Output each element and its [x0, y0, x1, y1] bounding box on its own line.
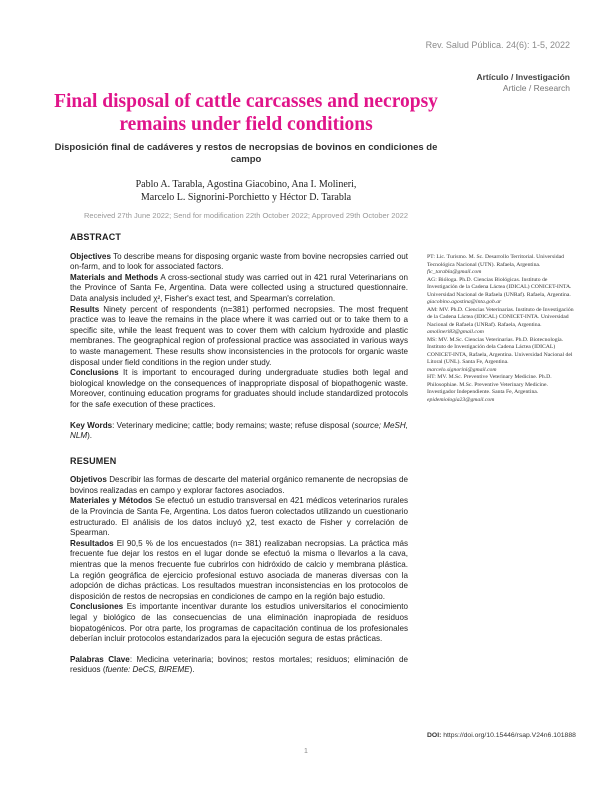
email-ms: marcelo.signorini@gmail.com: [427, 366, 497, 373]
journal-reference: Rev. Salud Pública. 24(6): 1-5, 2022: [425, 40, 570, 50]
resumen-results: Resultados El 90,5 % de los encuestados (n= 381) realizaban necropsias. La práctica más frecuente fue dejar los restos en el lugar donde se efectuó la misma o llevarlos a la cava, mientras que la menos frecuente fue cubrirlos con hidróxido de calcio y membrana plástica. La región geográfica de ejercicio profesional estuvo asociada de maneras diversas con la adopción de dichas prácticas. Los resultados muestran inconsistencias en los protocolos de disposición de restos de necropsias en condiciones de campo en la región bajo estudio.: [70, 538, 409, 601]
abstract-keywords: Key Words: Veterinary medicine; cattle; body remains; waste; refuse disposal (source; MeSH, NLM).: [70, 420, 408, 441]
paper-subtitle: Disposición final de cadáveres y restos de necropsias de bovinos en condiciones de campo: [54, 142, 438, 165]
affiliation-am: AM: MV. Ph.D. Ciencias Veterinarias. Instituto de Investigación de la Cadena Láctea (IDICAL) CONICET-INTA. Universidad Nacional de Rafaela (UNRaf). Rafaela, Argentina.: [427, 306, 574, 328]
resumen-keywords: Palabras Clave: Medicina veterinaria; bovinos; restos mortales; residuos; eliminación de residuos (fuente: DeCS, BIREME).: [70, 654, 408, 675]
authors-line-2: Marcelo L. Signorini-Porchietto y Héctor D. Tarabla: [140, 192, 352, 203]
resumen-heading: RESUMEN: [70, 455, 117, 466]
received-dates: Received 27th June 2022; Send for modification 22th October 2022; Approved 29th October 2022: [84, 211, 408, 220]
affiliation-ag: AG: Bióloga. Ph.D. Ciencias Biológicas. Instituto de Investigación de la Cadena Láctea (IDICAL) CONICET-INTA. Universidad Nacional de Rafaela (UNRaf). Rafaela, Argentina.: [427, 276, 572, 298]
affiliation-pt: PT: Lic. Turismo. M. Sc. Desarrollo Territorial. Universidad Tecnológica Nacional (UTN). Rafaela, Argentina.: [427, 254, 564, 268]
affiliation-ht: HT: MV. M.Sc. Preventive Veterinary Medicine. Ph.D. Philosophiae. M.Sc. Preventive Veterinary Medicine. Investigador Independiente. Santa Fe, Argentina.: [427, 374, 552, 395]
email-am: amolineri83@gmail.com: [427, 329, 484, 335]
author-list: [42, 178, 450, 204]
page-number: 1: [304, 748, 308, 755]
resumen-conclusions: Conclusiones Es importante incentivar durante los estudios universitarios el conocimiento legal y biológico de las consecuencias de una eliminación inapropiada de residuos biopatogénicos. Por otra parte, los programas de capacitación continua de los profesionales deberían incluir protocolos estandarizados para la ejecución segura de estas prácticas.: [70, 602, 408, 644]
article-type: [476, 72, 570, 94]
main-column: [70, 232, 408, 676]
resumen-objectives: Objetivos Describir las formas de descarte del material orgánico remanente de necropsias de bovinos realizadas en campo y explorar factores asociados.: [70, 475, 408, 495]
email-ag: giacobino.agostina@inta.gob.ar: [427, 299, 502, 305]
abstract-methods: Materials and Methods A cross-sectional study was carried out in 421 rural Veterinarians on the Province of Santa Fe, Argentina. Data were collected using a structured questionnaire. Data analysis included χ², Fisher's exact test, and Spearman's correlation.: [70, 272, 408, 303]
email-pt: fic_tarabla@gmail.com: [427, 269, 482, 275]
abstract-heading: ABSTRACT: [70, 232, 122, 242]
paper-title: Final disposal of cattle carcasses and necropsy remains under field conditions: [54, 91, 438, 135]
article-type-en: Article / Research: [502, 83, 570, 93]
article-type-es: Artículo / Investigación: [476, 72, 570, 82]
authors-line-1: Pablo A. Tarabla, Agostina Giacobino, Ana I. Molineri,: [135, 179, 357, 190]
abstract-objectives: Objectives To describe means for disposing organic waste from bovine necropsies carried out on-farm, and to look for associated factors.: [70, 251, 408, 272]
resumen-methods: Materiales y Métodos Se efectuó un estudio transversal en 421 médicos veterinarios rurales de la Provincia de Santa Fe, Argentina. Los datos fueron colectados utilizando un cuestionario estructurado. El análisis de los datos incluyó χ2, test exacto de Fisher y correlación de Spearman.: [70, 496, 408, 538]
abstract-results: Results Ninety percent of respondents (n=381) performed necropsies. The most frequent practice was to leave the remains in the place where it was carried out or to take them to a specific site, while the least frequent was to cover them with calcium hydroxide and plastic membranes. The geographical region of professional practice was associated in various ways to waste management. These results show inconsistencies in the protocols for organic waste disposal under field conditions in the region under study.: [70, 304, 408, 367]
doi: DOI: https://doi.org/10.15446/rsap.V24n6.101888: [427, 732, 576, 739]
doi-link[interactable]: https://doi.org/10.15446/rsap.V24n6.101888: [443, 732, 576, 739]
author-affiliations: [427, 254, 577, 404]
abstract-conclusions: Conclusions It is important to encouraged during undergraduate studies both legal and biological knowledge on the consequences of inappropriate disposal of biopathogenic waste. Moreover, continuing education programs for graduates should include standardized protocols for the safe execution of these practices.: [70, 368, 409, 409]
affiliation-ms: MS: MV. M.Sc. Ciencias Veterinarias. Ph.D. Biotecnología. Instituto de Investigación dela Cadena Láctea (IDICAL) CONICET-INTA, Rafaela, Argentina. Universidad Nacional del Litoral (UNL). Santa Fe, Argentina.: [427, 336, 573, 365]
email-ht: epidemiologia23@gmail.com: [427, 396, 495, 403]
